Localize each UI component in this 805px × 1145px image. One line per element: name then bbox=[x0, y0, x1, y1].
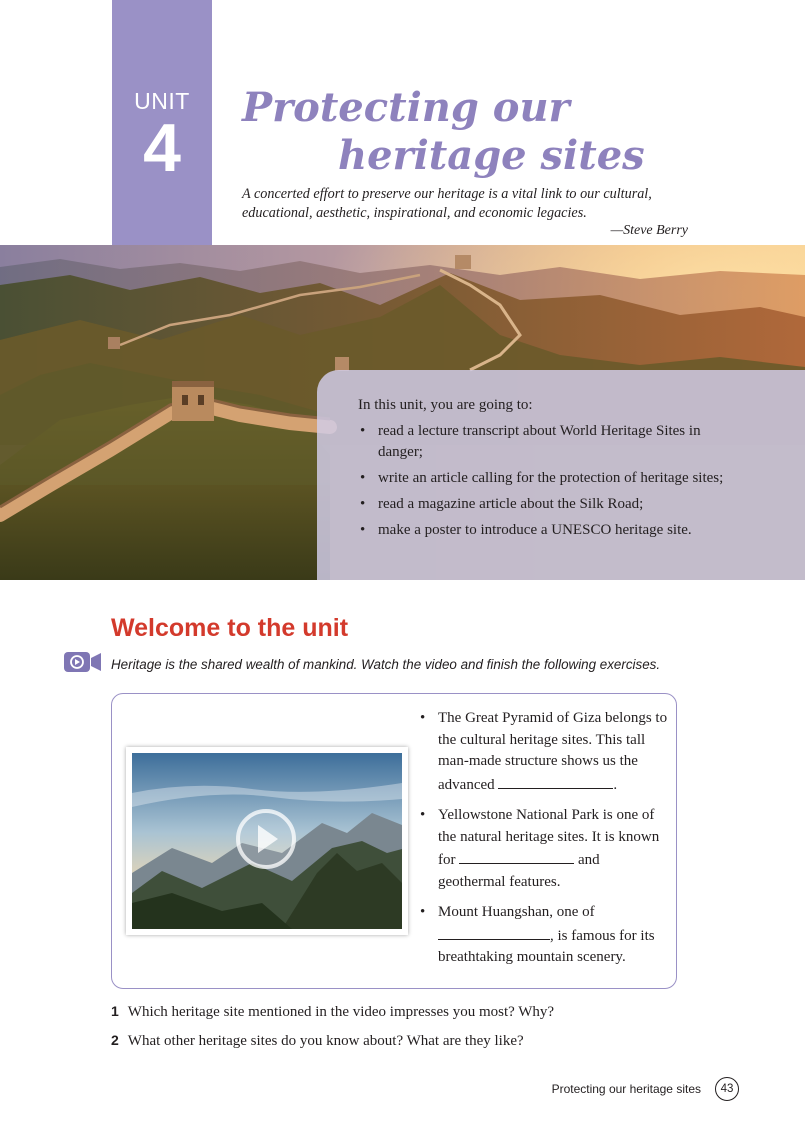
exercise-item bbox=[418, 902, 668, 969]
exercise-item-ending: , is famous for its breathtaking mountain scenery. bbox=[438, 927, 655, 965]
goals-list bbox=[358, 421, 738, 546]
running-footer-title: Protecting our heritage sites bbox=[551, 1082, 701, 1096]
goal-item-text: read a lecture transcript about World Heritage Sites in danger; bbox=[378, 423, 701, 460]
bullet-icon: • bbox=[360, 423, 366, 439]
question-item bbox=[111, 1032, 524, 1050]
epigraph-quote: A concerted effort to preserve our heritage is a vital link to our cultural, educational, aesthetic, inspirational, and economic legacies. bbox=[242, 186, 652, 221]
unit-number: 4 bbox=[143, 110, 181, 186]
bullet-icon: • bbox=[420, 904, 426, 920]
goal-item-text: read a magazine article about the Silk Road; bbox=[378, 496, 644, 512]
exercise-item bbox=[418, 708, 668, 796]
bullet-icon: • bbox=[420, 807, 426, 823]
bullet-icon: • bbox=[360, 496, 366, 512]
unit-title bbox=[242, 84, 645, 180]
exercise-item-text: Yellowstone National Park is one of the natural heritage sites. It is known for bbox=[438, 807, 660, 868]
epigraph-author: —Steve Berry bbox=[610, 223, 688, 238]
question-number: 1 bbox=[111, 1003, 119, 1019]
goal-item bbox=[358, 520, 738, 541]
huangshan-landscape-image bbox=[132, 753, 402, 929]
answer-blank[interactable] bbox=[459, 848, 574, 864]
unit-tab bbox=[112, 0, 212, 245]
unit-title-line1: Protecting our bbox=[242, 84, 570, 131]
answer-blank[interactable] bbox=[498, 773, 613, 789]
video-camera-icon bbox=[64, 650, 102, 674]
page-number: 43 bbox=[715, 1077, 739, 1101]
video-thumbnail[interactable] bbox=[126, 747, 408, 935]
bullet-icon: • bbox=[360, 522, 366, 538]
answer-blank[interactable] bbox=[438, 924, 550, 940]
exercise-item-ending: and geothermal features. bbox=[438, 852, 600, 890]
goal-item bbox=[358, 468, 738, 489]
goal-item bbox=[358, 421, 738, 463]
goals-intro: In this unit, you are going to: bbox=[358, 397, 533, 413]
question-text: Which heritage site mentioned in the video impresses you most? Why? bbox=[127, 1004, 555, 1020]
exercise-list bbox=[418, 708, 668, 978]
exercise-box bbox=[111, 693, 677, 989]
goal-item-text: make a poster to introduce a UNESCO heritage site. bbox=[378, 522, 692, 538]
unit-goals-panel bbox=[317, 370, 805, 580]
exercise-instruction: Heritage is the shared wealth of mankind. Watch the video and finish the following exercises. bbox=[111, 657, 661, 672]
exercise-item-text: The Great Pyramid of Giza belongs to the cultural heritage sites. This tall man-made structure shows us the advanced bbox=[438, 710, 668, 793]
bullet-icon: • bbox=[360, 470, 366, 486]
goal-item-text: write an article calling for the protection of heritage sites; bbox=[378, 470, 724, 486]
unit-title-line2: heritage sites bbox=[338, 132, 645, 179]
unit-label: UNIT bbox=[134, 88, 190, 114]
question-text: What other heritage sites do you know about? What are they like? bbox=[127, 1033, 524, 1049]
question-number: 2 bbox=[111, 1032, 119, 1048]
exercise-item-ending: . bbox=[613, 776, 618, 793]
goal-item bbox=[358, 494, 738, 515]
question-item bbox=[111, 1003, 554, 1021]
bullet-icon: • bbox=[420, 710, 426, 726]
exercise-item bbox=[418, 805, 668, 893]
section-heading-welcome: Welcome to the unit bbox=[111, 614, 349, 642]
exercise-item-text: Mount Huangshan, one of bbox=[438, 904, 595, 920]
